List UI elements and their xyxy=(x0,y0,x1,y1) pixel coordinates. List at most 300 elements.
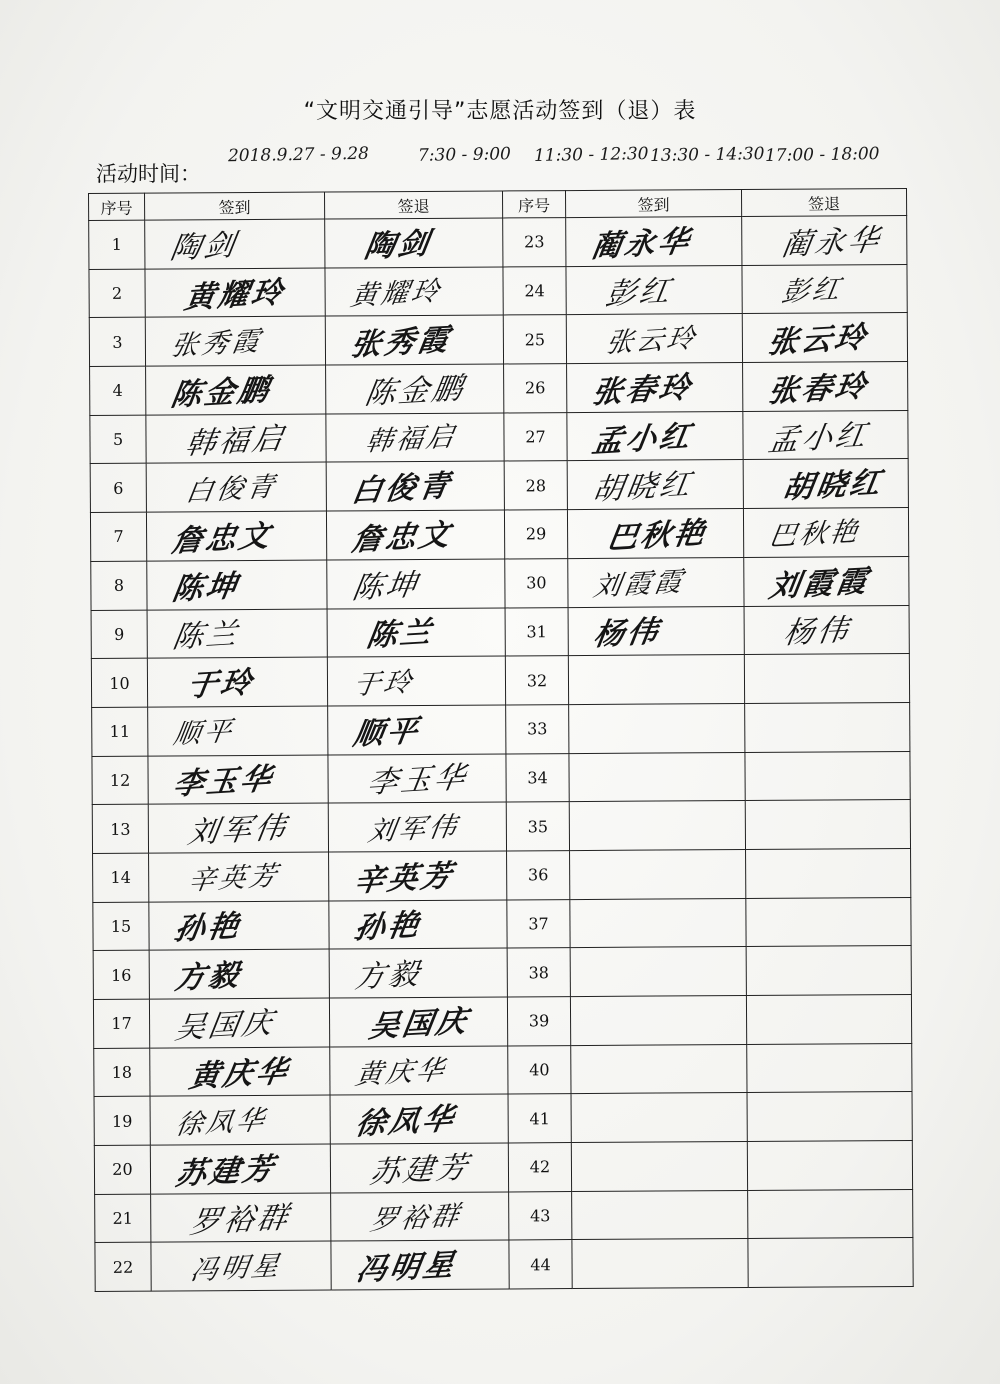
sign-out-signature-left: 陈兰 xyxy=(364,615,437,655)
sign-out-signature-right xyxy=(746,878,786,880)
row-number-left-cell xyxy=(90,464,146,513)
sign-in-signature-left: 陈金鹏 xyxy=(168,372,274,414)
sign-out-signature-right-cell xyxy=(745,751,910,801)
row-number-right-cell xyxy=(507,899,570,948)
sign-in-signature-right-cell xyxy=(568,557,744,607)
sign-out-signature-right xyxy=(745,781,771,783)
sign-in-signature-right: 杨伟 xyxy=(591,614,664,654)
sign-out-signature-right-cell xyxy=(744,654,909,704)
sign-out-signature-right: 巴秋艳 xyxy=(766,516,863,553)
table-row xyxy=(95,1189,913,1243)
sign-in-signature-right: 彭红 xyxy=(603,273,676,313)
sign-in-signature-right-cell xyxy=(568,655,744,705)
sign-in-signature-right-cell xyxy=(570,995,746,1045)
sign-in-signature-left-cell xyxy=(145,219,325,269)
row-number-right-cell xyxy=(508,1143,571,1192)
row-number-left-cell xyxy=(92,804,148,853)
row-number-left-cell xyxy=(93,853,149,902)
table-row xyxy=(89,264,907,318)
sign-out-signature-left-cell xyxy=(327,656,505,706)
sign-in-signature-left: 顺平 xyxy=(171,716,237,751)
sign-in-signature-right: 张云玲 xyxy=(603,322,700,359)
sign-in-signature-right-cell xyxy=(569,752,745,802)
sign-in-signature-left-cell xyxy=(148,755,328,805)
sign-out-signature-right: 蔺永华 xyxy=(778,222,885,264)
row-number-left-cell xyxy=(89,269,145,318)
sign-out-signature-left: 罗裕群 xyxy=(368,1200,464,1237)
sign-out-signature-right-cell xyxy=(744,556,909,606)
sign-out-signature-right xyxy=(747,1073,787,1075)
sign-in-signature-right-cell xyxy=(571,1093,747,1143)
sign-out-signature-left-cell xyxy=(326,364,504,414)
row-number-left: 15 xyxy=(110,916,132,936)
row-number-left-cell xyxy=(93,950,149,999)
sign-out-signature-left: 白俊青 xyxy=(349,468,455,510)
sign-out-signature-right: 张云玲 xyxy=(765,320,871,361)
sign-out-signature-right xyxy=(746,927,772,929)
sign-in-signature-right xyxy=(571,1074,611,1076)
sign-in-signature-right-cell xyxy=(571,1044,747,1094)
sign-out-signature-right-cell xyxy=(743,362,908,412)
table-row xyxy=(89,313,907,367)
row-number-right: 32 xyxy=(526,670,548,690)
sign-out-signature-right-cell xyxy=(742,313,907,363)
activity-slot-3: 13:30 - 14:30 xyxy=(649,144,765,166)
row-number-left: 12 xyxy=(109,770,131,790)
row-number-left: 1 xyxy=(111,235,122,255)
table-row xyxy=(91,556,909,610)
sign-in-signature-right-cell xyxy=(570,849,746,899)
row-number-left: 5 xyxy=(112,429,124,449)
sign-out-signature-right-cell xyxy=(744,605,909,655)
sign-in-signature-left-cell xyxy=(150,1144,330,1194)
sign-out-signature-right-cell xyxy=(745,800,910,850)
table-row xyxy=(92,800,910,854)
sign-out-signature-left: 吴国庆 xyxy=(366,1003,472,1045)
activity-slot-2: 11:30 - 12:30 xyxy=(533,144,649,166)
sign-out-signature-right-cell xyxy=(746,897,911,947)
sign-in-signature-left: 张秀霞 xyxy=(168,325,265,362)
activity-dates: 2018.9.27 - 9.28 xyxy=(227,143,370,167)
row-number-right-cell xyxy=(507,948,570,997)
sign-in-signature-left-cell xyxy=(147,560,327,610)
sign-in-signature-right xyxy=(572,1122,612,1124)
row-number-left-cell xyxy=(90,512,146,561)
sign-in-signature-left: 辛英芳 xyxy=(186,860,282,897)
sign-out-signature-right: 孟小红 xyxy=(765,417,872,459)
sign-in-signature-right: 刘霞霞 xyxy=(591,566,687,603)
row-number-left: 22 xyxy=(112,1257,134,1277)
sign-out-signature-left-cell xyxy=(328,754,506,804)
sign-out-signature-right-cell xyxy=(743,508,908,558)
row-number-right: 40 xyxy=(529,1060,550,1080)
row-number-right: 36 xyxy=(527,865,549,885)
row-number-left: 7 xyxy=(113,527,124,547)
row-number-right-cell xyxy=(504,461,567,510)
sign-out-signature-right-cell xyxy=(743,459,908,509)
sign-out-signature-left: 李玉华 xyxy=(365,760,471,802)
header-no-right: 序号 xyxy=(502,191,565,218)
sign-in-signature-left: 于玲 xyxy=(184,665,257,705)
sign-out-signature-left: 韩福启 xyxy=(363,421,460,458)
activity-time-label: 活动时间： xyxy=(96,162,201,186)
row-number-left-cell xyxy=(94,1048,150,1097)
sign-out-signature-right xyxy=(747,976,773,978)
sign-out-signature-left: 陈金鹏 xyxy=(362,370,469,412)
sign-out-signature-left-cell xyxy=(327,559,505,609)
sign-in-signature-left-cell xyxy=(146,511,326,561)
sign-out-signature-right-cell xyxy=(746,946,911,996)
sign-in-signature-left: 陈兰 xyxy=(170,617,243,656)
sign-in-signature-right-cell xyxy=(570,898,746,948)
sign-in-signature-right: 巴秋艳 xyxy=(604,515,710,557)
row-number-left: 4 xyxy=(112,381,123,401)
row-number-right: 39 xyxy=(528,1011,550,1031)
sign-in-signature-left: 李玉华 xyxy=(171,762,277,803)
sign-out-signature-left: 刘军伟 xyxy=(365,810,462,848)
sign-in-signature-right-cell xyxy=(572,1239,748,1289)
row-number-left-cell xyxy=(94,1097,150,1146)
row-number-right: 33 xyxy=(527,719,548,739)
sign-in-signature-left: 吴国庆 xyxy=(172,1005,278,1047)
row-number-left: 13 xyxy=(110,819,131,839)
row-number-left: 2 xyxy=(111,283,123,303)
sign-out-signature-left: 陶剑 xyxy=(361,225,434,265)
sign-out-signature-right-cell xyxy=(746,994,911,1044)
sign-in-signature-right-cell xyxy=(569,801,745,851)
sign-in-signature-left-cell xyxy=(148,803,328,853)
sign-out-signature-left-cell xyxy=(326,510,504,560)
sign-out-signature-right-cell xyxy=(748,1238,913,1288)
row-number-left: 3 xyxy=(112,332,123,352)
sign-out-signature-left: 黄耀玲 xyxy=(348,275,445,313)
row-number-left-cell xyxy=(95,1243,151,1292)
sign-in-signature-right-cell xyxy=(566,314,742,364)
sign-in-signature-left-cell xyxy=(150,1047,330,1097)
sign-in-signature-left: 冯明星 xyxy=(188,1250,285,1287)
row-number-left-cell xyxy=(91,561,147,610)
sign-out-signature-left: 陈坤 xyxy=(349,567,422,607)
header-sign-in-left: 签到 xyxy=(145,192,325,220)
sign-in-signature-right: 胡晓红 xyxy=(590,467,696,509)
sign-in-signature-left-cell xyxy=(151,1241,331,1291)
sign-out-signature-left-cell xyxy=(328,705,506,755)
row-number-right-cell xyxy=(504,412,567,461)
sign-out-signature-right-cell xyxy=(742,215,907,265)
sign-out-signature-right: 胡晓红 xyxy=(780,465,886,507)
sign-in-signature-right-cell xyxy=(567,363,743,413)
sign-out-signature-left: 詹忠文 xyxy=(349,517,455,559)
row-number-right-cell xyxy=(505,558,568,607)
header-sign-in-right: 签到 xyxy=(565,190,741,218)
table-row xyxy=(93,848,911,902)
sign-out-signature-left-cell xyxy=(330,1143,508,1193)
row-number-right-cell xyxy=(509,1240,572,1289)
sign-out-signature-left-cell xyxy=(326,461,504,511)
table-row xyxy=(93,946,911,1000)
sign-in-signature-left-cell xyxy=(145,268,325,318)
sign-in-signature-right-cell xyxy=(566,217,742,267)
header-no-left: 序号 xyxy=(89,193,145,220)
row-number-right-cell xyxy=(505,656,568,705)
sign-in-signature-left: 苏建芳 xyxy=(173,1151,279,1193)
row-number-left-cell xyxy=(89,318,145,367)
sign-out-signature-left-cell xyxy=(328,802,506,852)
row-number-left: 10 xyxy=(109,673,130,693)
table-row xyxy=(90,410,908,464)
sign-out-signature-right-cell xyxy=(745,702,910,752)
sign-in-signature-left: 韩福启 xyxy=(182,420,289,462)
row-number-left-cell xyxy=(95,1194,151,1243)
row-number-right: 44 xyxy=(530,1254,551,1275)
row-number-right-cell xyxy=(508,1045,571,1094)
row-number-left: 21 xyxy=(112,1208,133,1228)
row-number-right-cell xyxy=(503,266,566,315)
sign-in-signature-left-cell xyxy=(145,316,325,366)
header-sign-out-right: 签退 xyxy=(741,189,906,217)
row-number-right: 35 xyxy=(527,816,549,836)
row-number-right-cell xyxy=(505,607,568,656)
sign-in-signature-left-cell xyxy=(150,1095,330,1145)
sign-in-signature-left-cell xyxy=(146,462,326,512)
row-number-left-cell xyxy=(91,658,147,707)
row-number-left: 8 xyxy=(113,575,125,596)
row-number-right-cell xyxy=(508,1094,571,1143)
row-number-left: 18 xyxy=(111,1062,133,1082)
sign-in-signature-right xyxy=(569,782,595,784)
row-number-left: 19 xyxy=(111,1111,133,1131)
sign-in-signature-right xyxy=(570,880,596,882)
sign-out-signature-right xyxy=(745,683,785,685)
sign-out-signature-left-cell xyxy=(331,1240,509,1290)
sign-out-signature-right-cell xyxy=(746,848,911,898)
sign-out-signature-right xyxy=(747,1024,787,1026)
sign-in-signature-left-cell xyxy=(147,657,327,707)
row-number-right: 26 xyxy=(524,378,546,398)
sign-out-signature-left: 顺平 xyxy=(350,713,423,753)
sign-out-signature-left-cell xyxy=(325,267,503,317)
row-number-left: 20 xyxy=(112,1160,133,1180)
sign-out-signature-right-cell xyxy=(747,1092,912,1142)
sign-out-signature-left-cell xyxy=(326,413,504,463)
sign-in-signature-right-cell xyxy=(570,947,746,997)
sign-out-signature-right-cell xyxy=(743,410,908,460)
sign-in-signature-left-cell xyxy=(151,1193,331,1243)
sign-out-signature-right xyxy=(748,1219,774,1221)
row-number-left-cell xyxy=(91,610,147,659)
row-number-right: 29 xyxy=(525,524,547,544)
row-number-right: 34 xyxy=(527,768,548,788)
sign-out-signature-left: 冯明星 xyxy=(353,1247,460,1289)
row-number-left-cell xyxy=(93,902,149,951)
sign-out-signature-left-cell xyxy=(325,315,503,365)
table-row xyxy=(89,215,907,269)
row-number-left-cell xyxy=(92,707,148,756)
sign-out-signature-left-cell xyxy=(329,900,507,950)
sign-out-signature-left-cell xyxy=(330,1046,508,1096)
sign-out-signature-left: 辛英芳 xyxy=(351,858,457,900)
row-number-left-cell xyxy=(92,756,148,805)
row-number-right-cell xyxy=(503,218,566,267)
row-number-left-cell xyxy=(90,366,146,415)
table-row xyxy=(93,897,911,951)
sign-out-signature-left-cell xyxy=(331,1192,509,1242)
sign-out-signature-left: 徐凤华 xyxy=(353,1101,459,1143)
table-row xyxy=(95,1238,913,1292)
sign-in-signature-left: 白俊青 xyxy=(183,471,280,508)
sign-in-signature-left-cell xyxy=(149,852,329,902)
sign-in-signature-left: 黄庆华 xyxy=(186,1053,293,1095)
sign-in-signature-left: 詹忠文 xyxy=(169,518,275,560)
sign-in-signature-right-cell xyxy=(569,703,745,753)
sign-in-signature-right xyxy=(571,977,597,979)
table-row xyxy=(94,1043,912,1097)
row-number-right: 30 xyxy=(526,573,547,593)
row-number-right: 38 xyxy=(528,962,549,982)
table-row xyxy=(92,702,910,756)
row-number-right-cell xyxy=(503,315,566,364)
sign-out-signature-right-cell xyxy=(747,1141,912,1191)
row-number-right-cell xyxy=(504,364,567,413)
signin-table xyxy=(88,188,914,1292)
sign-out-signature-left: 张秀霞 xyxy=(348,322,454,364)
sign-in-signature-right xyxy=(570,928,610,930)
row-number-left: 17 xyxy=(111,1014,132,1034)
sign-in-signature-right xyxy=(570,831,596,833)
sign-out-signature-left: 黄庆华 xyxy=(353,1054,449,1092)
row-number-right-cell xyxy=(506,802,569,851)
table-row xyxy=(90,362,908,416)
sign-in-signature-right-cell xyxy=(567,460,743,510)
table-row xyxy=(91,605,909,659)
row-number-right: 41 xyxy=(529,1108,550,1129)
sign-in-signature-right xyxy=(569,733,609,735)
sign-out-signature-right xyxy=(748,1122,774,1124)
sign-out-signature-left: 苏建芳 xyxy=(367,1149,473,1191)
table-row xyxy=(90,508,908,562)
row-number-left: 9 xyxy=(114,624,125,644)
sign-in-signature-right-cell xyxy=(568,606,744,656)
sign-in-signature-left: 黄耀玲 xyxy=(182,274,288,316)
sign-out-signature-right-cell xyxy=(742,264,907,314)
sign-out-signature-right-cell xyxy=(748,1189,913,1239)
row-number-right: 42 xyxy=(529,1157,551,1177)
sign-in-signature-right xyxy=(571,1026,597,1028)
sign-in-signature-right-cell xyxy=(572,1190,748,1240)
table-row xyxy=(92,751,910,805)
sign-in-signature-left-cell xyxy=(149,949,329,999)
sign-in-signature-left-cell xyxy=(149,998,329,1048)
row-number-right: 25 xyxy=(524,329,546,350)
sign-out-signature-right: 彭红 xyxy=(779,273,845,309)
sign-in-signature-left-cell xyxy=(146,365,326,415)
sign-in-signature-right: 张春玲 xyxy=(589,369,695,411)
row-number-left: 16 xyxy=(111,965,132,985)
sign-out-signature-right xyxy=(746,830,772,832)
row-number-left: 6 xyxy=(113,478,124,498)
sign-in-signature-right-cell xyxy=(566,265,742,315)
row-number-right: 24 xyxy=(524,281,545,301)
sign-out-signature-right: 杨伟 xyxy=(781,612,854,652)
row-number-right-cell xyxy=(506,704,569,753)
row-number-right: 23 xyxy=(524,232,545,252)
row-number-left-cell xyxy=(94,1145,150,1194)
row-number-right: 43 xyxy=(530,1206,551,1226)
table-row xyxy=(91,654,909,708)
sign-out-signature-right: 刘霞霞 xyxy=(766,563,873,605)
sign-out-signature-right xyxy=(748,1171,774,1173)
sign-in-signature-left-cell xyxy=(148,706,328,756)
sign-out-signature-left-cell xyxy=(329,997,507,1047)
sign-out-signature-left: 孙艳 xyxy=(352,908,425,947)
table-row xyxy=(94,1092,912,1146)
sign-in-signature-left: 陈坤 xyxy=(169,568,242,608)
table-row xyxy=(90,459,908,513)
row-number-left-cell xyxy=(90,415,146,464)
sign-out-signature-right: 张春玲 xyxy=(765,368,871,410)
sign-out-signature-left-cell xyxy=(327,607,505,657)
sign-in-signature-left-cell xyxy=(147,609,327,659)
sign-out-signature-right xyxy=(745,732,771,734)
activity-slot-1: 7:30 - 9:00 xyxy=(417,144,512,166)
row-number-right-cell xyxy=(507,851,570,900)
sign-in-signature-left: 刘军伟 xyxy=(185,810,291,852)
sign-in-signature-right xyxy=(569,684,609,686)
row-number-left: 11 xyxy=(109,721,131,742)
sign-in-signature-right-cell xyxy=(567,411,743,461)
sign-out-signature-left-cell xyxy=(329,948,507,998)
sign-in-signature-left: 陶剑 xyxy=(167,227,240,267)
sign-out-signature-right xyxy=(748,1267,788,1269)
row-number-left: 14 xyxy=(110,868,131,888)
sign-in-signature-right xyxy=(572,1220,598,1222)
header-sign-out-left: 签退 xyxy=(324,191,502,219)
sign-in-signature-left-cell xyxy=(146,414,326,464)
sign-out-signature-right-cell xyxy=(747,1043,912,1093)
sign-in-signature-right xyxy=(572,1172,598,1174)
row-number-right: 31 xyxy=(526,622,547,642)
sign-out-signature-left-cell xyxy=(325,218,503,268)
row-number-left-cell xyxy=(93,999,149,1048)
activity-slot-4: 17:00 - 18:00 xyxy=(764,144,880,166)
row-number-right: 28 xyxy=(525,475,547,496)
row-number-right-cell xyxy=(507,997,570,1046)
sign-in-signature-right: 蔺永华 xyxy=(588,223,695,265)
row-number-right-cell xyxy=(506,753,569,802)
sign-in-signature-left: 方毅 xyxy=(172,957,245,997)
sign-in-signature-left: 孙艳 xyxy=(172,909,245,948)
row-number-left-cell xyxy=(89,220,145,269)
sign-out-signature-left: 方毅 xyxy=(352,956,425,996)
sign-in-signature-right: 孟小红 xyxy=(589,418,696,460)
sign-out-signature-left-cell xyxy=(329,851,507,901)
sign-out-signature-left-cell xyxy=(330,1094,508,1144)
sign-in-signature-right-cell xyxy=(567,509,743,559)
sign-in-signature-left: 徐凤华 xyxy=(173,1104,270,1141)
row-number-right: 27 xyxy=(525,427,546,447)
sign-out-signature-left: 于玲 xyxy=(350,666,417,701)
sign-in-signature-right xyxy=(572,1269,598,1271)
sign-in-signature-right-cell xyxy=(571,1142,747,1192)
table-row xyxy=(94,1141,912,1195)
sign-in-signature-left-cell xyxy=(149,901,329,951)
row-number-right: 37 xyxy=(528,914,549,934)
table-row xyxy=(93,994,911,1048)
row-number-right-cell xyxy=(504,510,567,559)
form-title: “文明交通引导”志愿活动签到（退）表 xyxy=(303,99,697,124)
sign-in-signature-left: 罗裕群 xyxy=(187,1199,294,1241)
row-number-right-cell xyxy=(509,1191,572,1240)
